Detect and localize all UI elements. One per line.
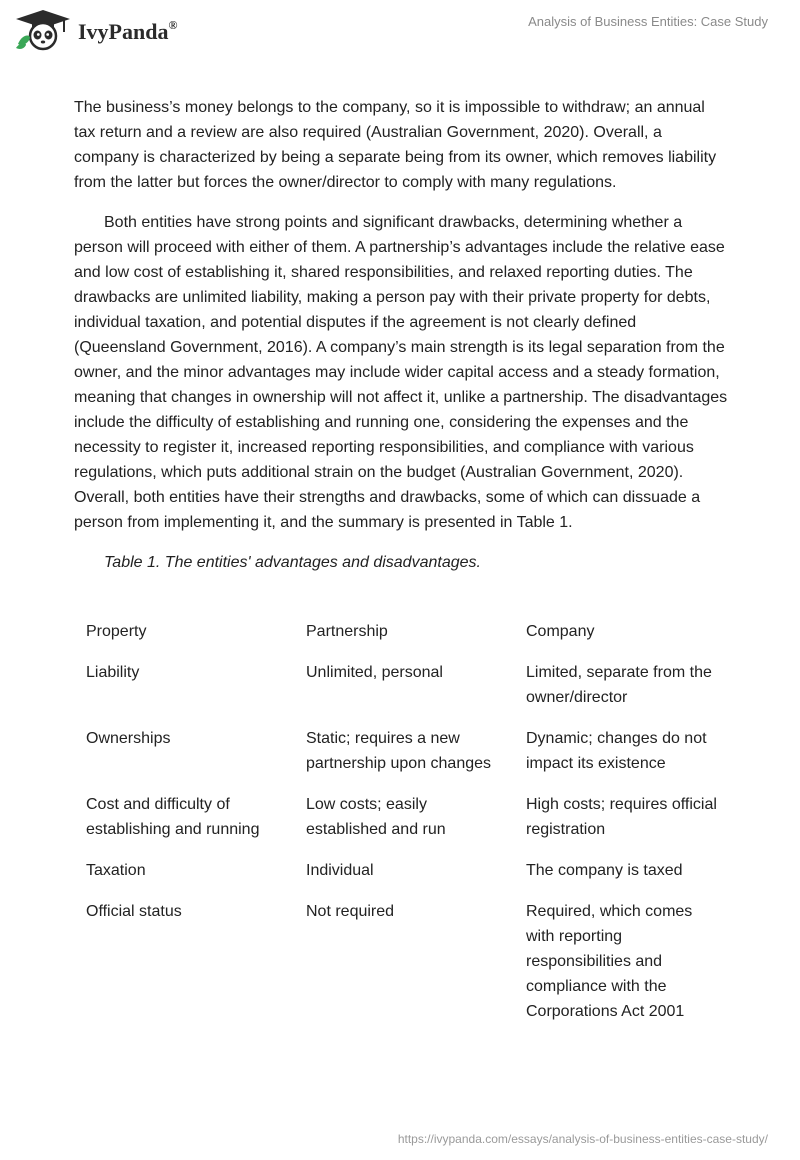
panda-logo-icon [14, 8, 72, 52]
document-title: Analysis of Business Entities: Case Study [528, 14, 768, 29]
page-header [0, 0, 800, 70]
table-cell: Official status [86, 903, 182, 920]
table-row [74, 855, 734, 896]
table-cell: Limited, separate from the owner/director [526, 664, 712, 706]
table-cell: Liability [86, 664, 140, 681]
table-cell: Ownerships [86, 730, 171, 747]
paragraph-2: Both entities have strong points and significant drawbacks, determining whether a person will proceed with either of them. A partnership’s advantages include the relative ease and low cost of establishing it, shared responsibilities, and relaxed reporting duties. The drawbacks are unlimited liability, making a person pay with their private property for debts, individual taxation, and potential disputes if the agreement is not clearly defined (Queensland Government, 2016). A company’s main strength is its legal separation from the owner, and the minor advantages may include wider capital access and a steady formation, meaning that changes in ownership will not affect it, unlike a partnership. The disadvantages include the difficulty of establishing and running one, considering the expenses and the necessity to register it, increased reporting responsibilities, and compliance with various regulations, which puts additional strain on the budget (Australian Government, 2020). Overall, both entities have their strengths and drawbacks, some of which can dissuade a person from implementing it, and the summary is presented in Table 1. [74, 214, 728, 531]
source-url-link[interactable]: https://ivypanda.com/essays/analysis-of-business-entities-case-study/ [397, 1132, 768, 1146]
table-cell: Not required [306, 903, 395, 920]
article-body [74, 95, 728, 575]
table-cell: Individual [306, 862, 374, 879]
table-row [74, 657, 734, 723]
table-header-row [74, 616, 734, 657]
table-cell: Dynamic; changes do not impact its existence [526, 730, 707, 772]
brand-name: IvyPanda® [78, 17, 178, 44]
table-cell: High costs; requires official registration [526, 796, 717, 838]
table-cell: Static; requires a new partnership upon changes [306, 730, 492, 772]
table-cell: Low costs; easily established and run [306, 796, 446, 838]
table-cell: Cost and difficulty of establishing and running [86, 796, 260, 838]
table-row [74, 723, 734, 789]
brand-logo[interactable] [14, 8, 177, 52]
header-cell: Company [526, 623, 595, 640]
table-cell: The company is taxed [526, 862, 683, 879]
table-cell: Taxation [86, 862, 146, 879]
paragraph-1: The business’s money belongs to the company, so it is impossible to withdraw; an annual tax return and a review are also required (Australian Government, 2020). Overall, a company is characterized by being a separate being from its owner, which removes liability from the latter but forces the owner/director to comply with many regulations. [74, 99, 717, 191]
table-row [74, 896, 734, 1037]
comparison-table [74, 616, 734, 1037]
table-row [74, 789, 734, 855]
table-cell: Unlimited, personal [306, 664, 443, 681]
table-caption: Table 1. The entities' advantages and disadvantages. [104, 554, 481, 571]
header-cell: Partnership [306, 623, 388, 640]
header-cell: Property [86, 623, 147, 640]
table-cell: Required, which comes with reporting responsibilities and compliance with the Corporations Act 2001 [526, 903, 693, 1020]
